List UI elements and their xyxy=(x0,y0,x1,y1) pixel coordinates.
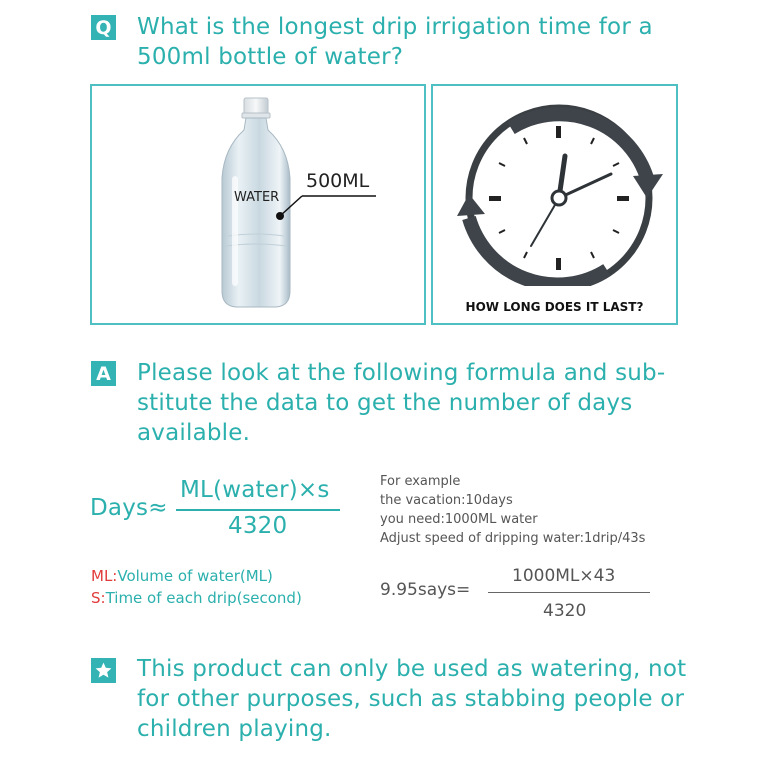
bottle-label: WATER xyxy=(234,190,280,205)
calc-fraction-bar xyxy=(488,592,650,593)
legend-ml xyxy=(91,567,273,585)
formula-denominator: 4320 xyxy=(228,513,288,539)
legend-ml-desc: Volume of water(ML) xyxy=(117,567,273,585)
answer-line-1: Please look at the following formula and sub- xyxy=(137,360,666,386)
calc-denominator: 4320 xyxy=(543,601,587,621)
question-line-1: What is the longest drip irrigation time for a xyxy=(137,14,653,40)
example-line-1: For example xyxy=(380,474,461,489)
question-badge: Q xyxy=(91,15,116,40)
formula-lhs: Days≈ xyxy=(90,495,168,521)
example-line-3: you need:1000ML water xyxy=(380,512,538,527)
legend-s-key: S: xyxy=(91,589,106,607)
clock-icon xyxy=(433,86,676,286)
bottle-panel xyxy=(90,84,426,325)
legend-s-desc: Time of each drip(second) xyxy=(105,589,302,607)
legend-ml-key: ML: xyxy=(91,567,118,585)
answer-line-2: stitute the data to get the number of days xyxy=(137,390,633,416)
note-badge xyxy=(91,658,116,683)
star-icon xyxy=(94,661,113,680)
calc-lhs: 9.95says= xyxy=(380,580,471,600)
clock-caption: HOW LONG DOES IT LAST? xyxy=(465,300,644,314)
question-line-2: 500ml bottle of water? xyxy=(137,44,404,70)
calc-numerator: 1000ML×43 xyxy=(512,566,616,586)
legend-s xyxy=(91,589,302,607)
example-line-2: the vacation:10days xyxy=(380,493,513,508)
formula-numerator: ML(water)×s xyxy=(180,477,330,503)
note-line-1: This product can only be used as watering, not xyxy=(137,656,687,682)
note-line-2: for other purposes, such as stabbing people or xyxy=(137,686,685,712)
formula-fraction-bar xyxy=(176,509,340,511)
clock-panel xyxy=(431,84,678,325)
note-line-3: children playing. xyxy=(137,716,332,742)
example-line-4: Adjust speed of dripping water:1drip/43s xyxy=(380,531,646,546)
answer-line-3: available. xyxy=(137,420,251,446)
answer-badge: A xyxy=(91,361,116,386)
volume-label: 500ML xyxy=(306,170,370,192)
